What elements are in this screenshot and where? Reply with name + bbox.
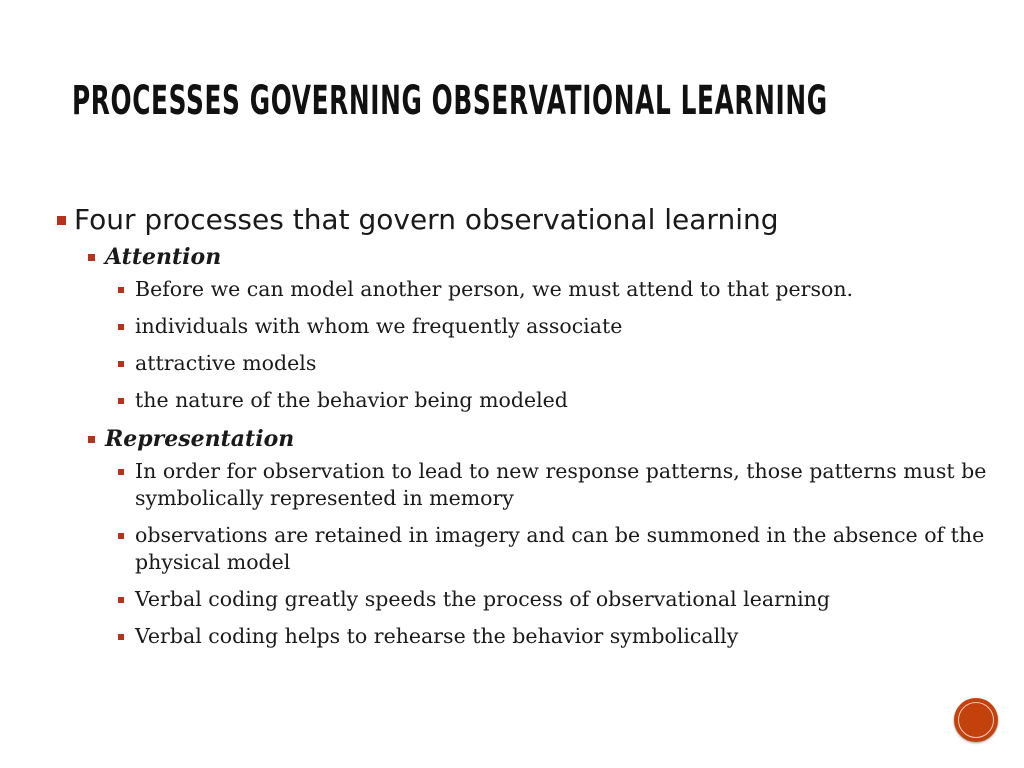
point-text: the nature of the behavior being modeled: [135, 388, 568, 412]
square-bullet-icon: [118, 324, 124, 330]
square-bullet-icon: [118, 533, 124, 539]
point-text: Verbal coding helps to rehearse the behavior symbolically: [135, 624, 739, 648]
bullet-level3: [55, 522, 995, 576]
point-text: Verbal coding greatly speeds the process of observational learning: [135, 587, 830, 611]
bullet-level3: [55, 350, 995, 377]
square-bullet-icon: [118, 634, 124, 640]
slide-nav-circle-icon[interactable]: [954, 698, 998, 742]
bullet-level3: [55, 586, 995, 613]
point-text: attractive models: [135, 351, 317, 375]
square-bullet-icon: [88, 254, 95, 261]
main-point-text: Four processes that govern observational learning: [74, 203, 779, 236]
square-bullet-icon: [88, 436, 95, 443]
point-text: individuals with whom we frequently associate: [135, 314, 623, 338]
bullet-level3: [55, 313, 995, 340]
square-bullet-icon: [118, 287, 124, 293]
square-bullet-icon: [57, 216, 66, 225]
slide-title: PROCESSES GOVERNING OBSERVATIONAL LEARNING: [72, 78, 828, 124]
slide-content: [55, 200, 995, 660]
square-bullet-icon: [118, 469, 124, 475]
bullet-level3: [55, 276, 995, 303]
bullet-level3: [55, 387, 995, 414]
bullet-level3: [55, 623, 995, 650]
bullet-level3: [55, 458, 995, 512]
section-heading-text: Attention: [105, 244, 222, 270]
section-heading-representation: [55, 424, 995, 454]
section-heading-attention: [55, 242, 995, 272]
point-text: In order for observation to lead to new response patterns, those patterns must be symbolically represented in memory: [135, 459, 987, 510]
section-heading-text: Representation: [105, 426, 295, 452]
point-text: observations are retained in imagery and can be summoned in the absence of the physical model: [135, 523, 985, 574]
square-bullet-icon: [118, 597, 124, 603]
point-text: Before we can model another person, we must attend to that person.: [135, 277, 854, 301]
square-bullet-icon: [118, 361, 124, 367]
square-bullet-icon: [118, 398, 124, 404]
bullet-level1: [55, 200, 995, 240]
